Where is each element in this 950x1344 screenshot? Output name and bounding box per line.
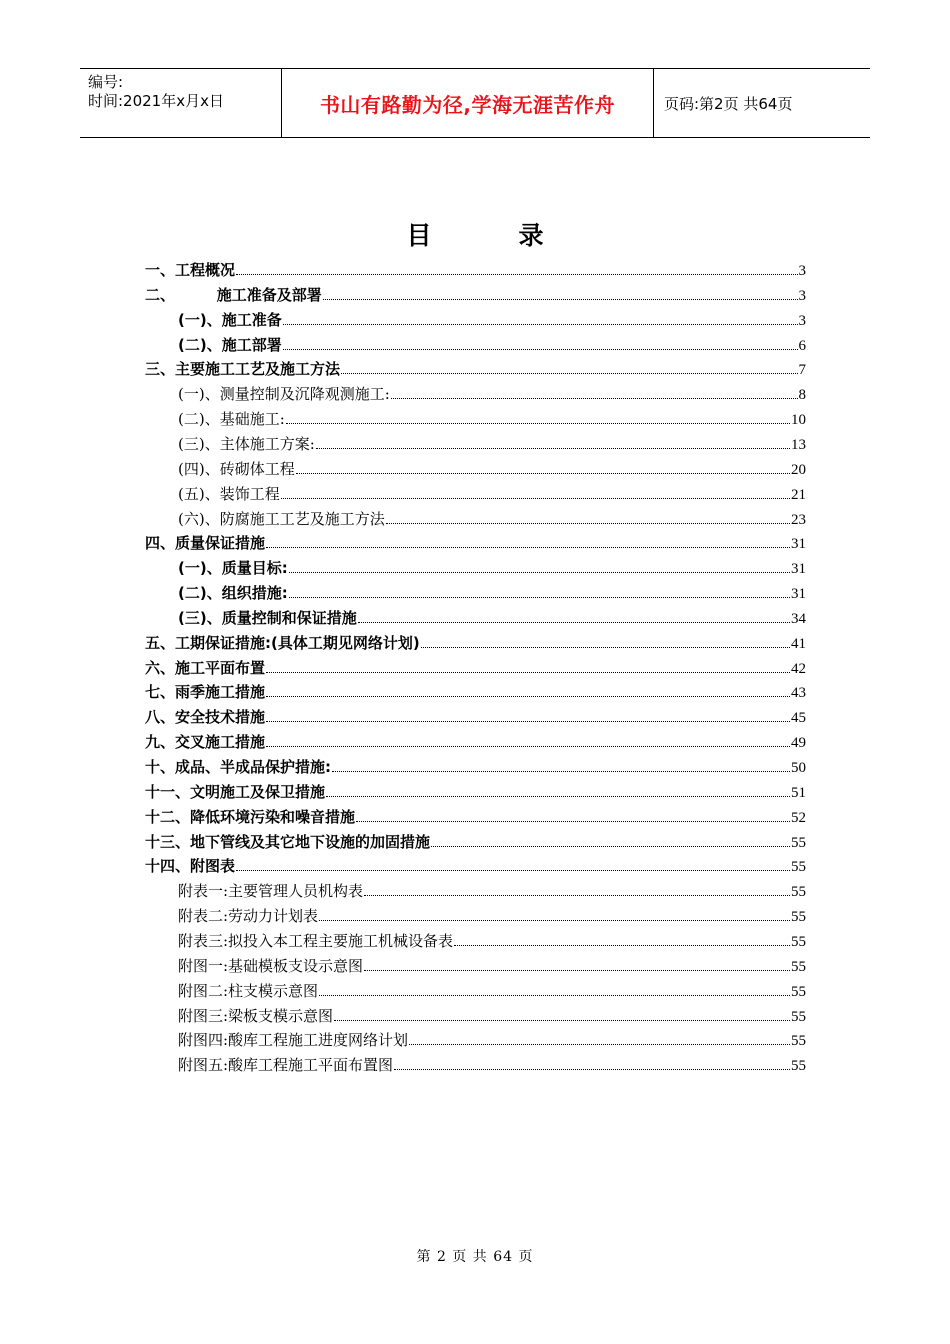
toc-entry-page: 41 <box>791 635 806 652</box>
toc-leader-dots <box>394 1069 790 1070</box>
toc-entry[interactable] <box>178 979 806 1004</box>
toc-entry-title: 附图三:梁板支模示意图 <box>178 1006 334 1025</box>
toc-entry[interactable] <box>145 830 806 855</box>
toc-entry-page: 55 <box>791 983 806 1000</box>
toc-entry[interactable] <box>178 308 806 333</box>
toc-leader-dots <box>332 771 790 772</box>
toc-leader-dots <box>266 746 790 747</box>
toc-entry-title: (三)、主体施工方案: <box>178 434 315 453</box>
toc-entry[interactable] <box>178 382 806 407</box>
toc-entry-title: 二、 施工准备及部署 <box>145 285 322 304</box>
toc-entry-title: (一)、测量控制及沉降观测施工: <box>178 385 390 404</box>
toc-leader-dots <box>358 622 790 623</box>
toc-entry-page: 55 <box>791 1058 806 1075</box>
toc-leader-dots <box>266 547 790 548</box>
toc-leader-dots <box>316 448 790 449</box>
toc-entry-page: 10 <box>791 412 806 429</box>
toc-entry-title: 六、施工平面布置 <box>145 658 266 677</box>
toc-leader-dots <box>319 995 790 996</box>
header-page-info: 页码:第2页 共64页 <box>664 94 793 113</box>
page-title: 目 录 <box>406 221 544 250</box>
toc-entry-title: 五、工期保证措施:(具体工期见网络计划) <box>145 633 420 652</box>
toc-entry-title: 附表二:劳动力计划表 <box>178 907 319 926</box>
toc-leader-dots <box>341 373 797 374</box>
toc-entry[interactable] <box>178 929 806 954</box>
document-number-label: 编号: <box>88 73 124 91</box>
toc-leader-dots <box>236 870 790 871</box>
toc-entry-page: 55 <box>791 933 806 950</box>
toc-entry-title: 一、工程概况 <box>145 261 236 279</box>
toc-entry[interactable] <box>178 954 806 979</box>
toc-entry-title: (五)、装饰工程 <box>178 484 280 503</box>
toc-leader-dots <box>454 945 790 946</box>
toc-leader-dots <box>266 721 790 722</box>
toc-entry-page: 6 <box>798 337 806 354</box>
toc-entry[interactable] <box>178 879 806 904</box>
toc-entry-title: 附图五:酸库工程施工平面布置图 <box>178 1056 394 1075</box>
toc-entry[interactable] <box>145 780 806 805</box>
toc-entry[interactable] <box>145 680 806 705</box>
toc-leader-dots <box>391 398 798 399</box>
toc-leader-dots <box>281 498 790 499</box>
toc-entry[interactable] <box>145 805 806 830</box>
toc-entry-page: 55 <box>791 884 806 901</box>
toc-entry-title: 十四、附图表 <box>145 857 236 876</box>
toc-entry[interactable] <box>178 507 806 532</box>
toc-entry[interactable] <box>178 457 806 482</box>
toc-entry-page: 31 <box>791 586 806 603</box>
toc-leader-dots <box>326 796 790 797</box>
toc-entry-title: 附表三:拟投入本工程主要施工机械设备表 <box>178 931 454 950</box>
toc-entry-title: 八、安全技术措施 <box>145 708 266 727</box>
toc-leader-dots <box>289 597 790 598</box>
toc-entry[interactable] <box>178 482 806 507</box>
toc-leader-dots <box>421 647 790 648</box>
toc-entry-page: 23 <box>791 511 806 528</box>
toc-entry-title: 附图四:酸库工程施工进度网络计划 <box>178 1031 409 1050</box>
toc-entry[interactable] <box>145 631 806 656</box>
toc-entry-page: 52 <box>791 809 806 826</box>
toc-leader-dots <box>323 299 798 300</box>
toc-entry-title: (二)、施工部署 <box>178 335 282 354</box>
toc-entry[interactable] <box>145 705 806 730</box>
toc-entry-page: 3 <box>798 312 806 329</box>
toc-entry-page: 7 <box>798 362 806 379</box>
toc-leader-dots <box>283 349 798 350</box>
toc-entry-title: (一)、质量目标: <box>178 559 288 578</box>
toc-leader-dots <box>356 821 790 822</box>
toc-entry-page: 51 <box>791 784 806 801</box>
toc-leader-dots <box>431 846 790 847</box>
header-meta <box>80 69 282 137</box>
toc-entry-page: 55 <box>791 958 806 975</box>
toc-entry[interactable] <box>178 606 806 631</box>
toc-entry-title: (三)、质量控制和保证措施 <box>178 608 357 627</box>
page-footer: 第 2 页 共 64 页 <box>416 1249 534 1265</box>
toc-entry-title: 七、雨季施工措施 <box>145 683 266 702</box>
document-date: 时间:2021年x月x日 <box>88 92 224 110</box>
toc-entry[interactable] <box>145 531 806 556</box>
toc-entry-title: 附图一:基础模板支设示意图 <box>178 956 364 975</box>
toc-entry-page: 34 <box>791 610 806 627</box>
toc-entry[interactable] <box>178 407 806 432</box>
toc-entry-page: 55 <box>791 834 806 851</box>
toc-leader-dots <box>296 473 790 474</box>
toc-leader-dots <box>266 696 790 697</box>
toc-entry-title: 十二、降低环境污染和噪音措施 <box>145 807 356 826</box>
toc-entry-title: 四、质量保证措施 <box>145 534 266 553</box>
toc-entry-page: 13 <box>791 436 806 453</box>
toc-entry-title: 九、交叉施工措施 <box>145 733 266 752</box>
toc-entry-page: 49 <box>791 735 806 752</box>
toc-entry-title: 十一、文明施工及保卫措施 <box>145 782 326 801</box>
toc-entry-page: 55 <box>791 1033 806 1050</box>
toc-entry-title: 十三、地下管线及其它地下设施的加固措施 <box>145 832 431 851</box>
toc-entry-page: 20 <box>791 461 806 478</box>
toc-entry-page: 3 <box>798 263 806 279</box>
toc-entry-page: 31 <box>791 536 806 553</box>
toc-entry[interactable] <box>178 333 806 358</box>
toc-entry-page: 50 <box>791 760 806 776</box>
toc-entry[interactable] <box>145 283 806 308</box>
toc-entry-page: 55 <box>791 1008 806 1025</box>
toc-leader-dots <box>386 523 790 524</box>
toc-entry[interactable] <box>178 556 806 581</box>
toc-entry-page: 55 <box>791 909 806 926</box>
toc-entry[interactable] <box>145 656 806 681</box>
toc-entry[interactable] <box>178 581 806 606</box>
toc-entry-page: 3 <box>798 287 806 304</box>
toc-entry[interactable] <box>145 755 806 780</box>
toc-entry-title: 附表一:主要管理人员机构表 <box>178 882 364 901</box>
toc-entry[interactable] <box>178 1004 806 1029</box>
toc-entry-title: 十、成品、半成品保护措施: <box>145 758 331 776</box>
toc-entry-title: 三、主要施工工艺及施工方法 <box>145 360 341 379</box>
toc-leader-dots <box>409 1044 790 1045</box>
toc-entry[interactable] <box>178 1028 806 1053</box>
toc-entry-page: 55 <box>791 859 806 876</box>
toc-entry[interactable] <box>178 904 806 929</box>
toc-entry[interactable] <box>178 1053 806 1078</box>
toc-entry-title: (二)、组织措施: <box>178 584 288 603</box>
toc-entry[interactable] <box>178 432 806 457</box>
toc-entry-page: 43 <box>791 685 806 702</box>
toc-leader-dots <box>364 895 790 896</box>
toc-entry-title: (六)、防腐施工工艺及施工方法 <box>178 509 385 528</box>
toc-entry-page: 21 <box>791 486 806 503</box>
toc-entry-page: 31 <box>791 561 806 578</box>
toc-leader-dots <box>289 572 790 573</box>
toc-entry-page: 42 <box>791 660 806 677</box>
toc-leader-dots <box>236 274 797 275</box>
toc-entry-title: (二)、基础施工: <box>178 410 285 429</box>
toc-leader-dots <box>364 970 790 971</box>
toc-entry-page: 45 <box>791 710 806 727</box>
toc-leader-dots <box>334 1020 790 1021</box>
toc-leader-dots <box>266 672 790 673</box>
toc-leader-dots <box>286 423 790 424</box>
toc-leader-dots <box>283 324 798 325</box>
toc-entry-title: (四)、砖砌体工程 <box>178 459 295 478</box>
page-header <box>80 68 870 138</box>
toc-leader-dots <box>319 920 790 921</box>
header-motto: 书山有路勤为径,学海无涯苦作舟 <box>282 69 654 137</box>
toc-entry-title: 附图二:柱支模示意图 <box>178 981 319 1000</box>
toc-entry-page: 8 <box>798 387 806 404</box>
toc-entry[interactable] <box>145 357 806 382</box>
toc-entry-title: (一)、施工准备 <box>178 310 282 329</box>
toc-entry[interactable] <box>145 854 806 879</box>
toc-entry[interactable] <box>145 730 806 755</box>
toc-entry[interactable] <box>145 258 806 283</box>
